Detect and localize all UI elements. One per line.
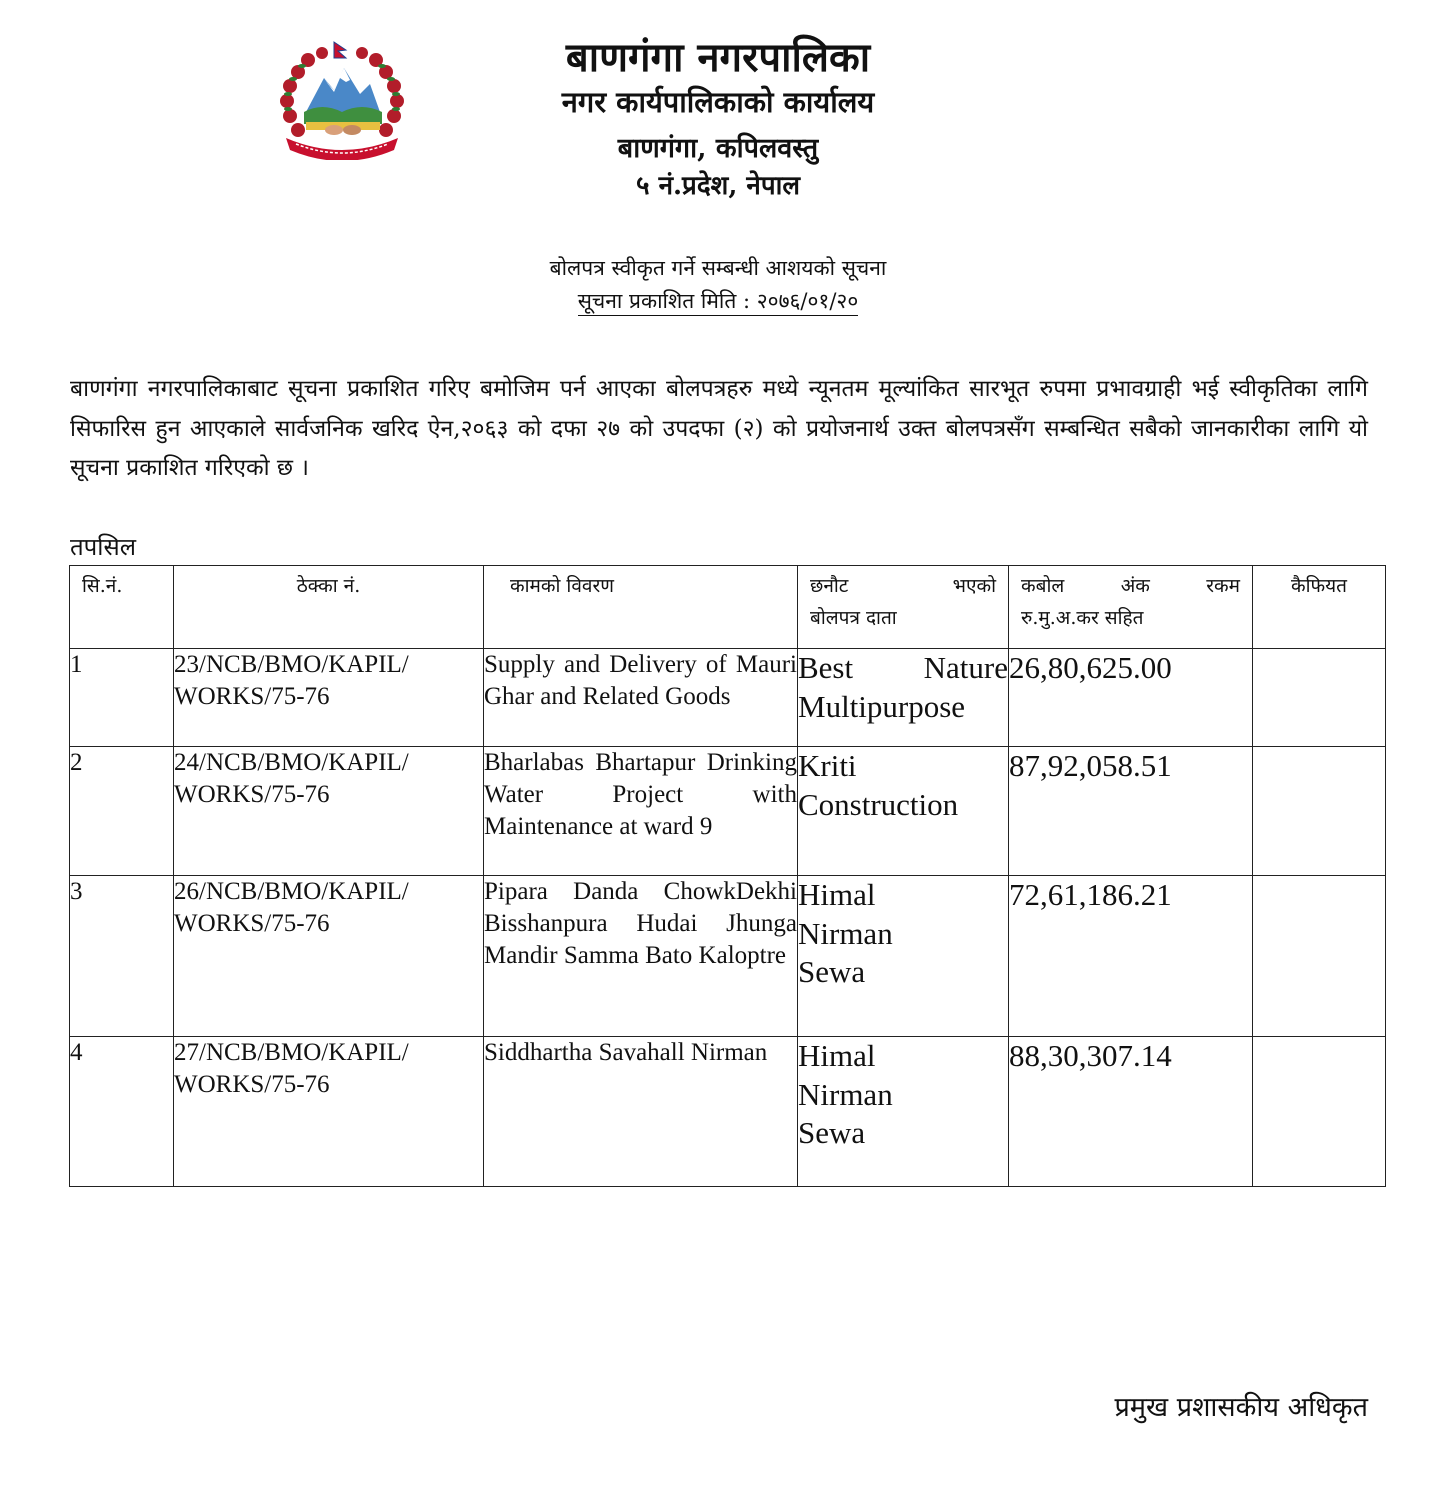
office-name: नगर कार्यपालिकाको कार्यालय [561, 85, 875, 119]
cell-bidder: Kriti Construction [798, 747, 1009, 876]
cell-description: Pipara Danda ChowkDekhi Bisshanpura Hudai Jhunga Mandir Samma Bato Kaloptre [484, 876, 798, 1037]
notice-date-container [418, 287, 1018, 315]
header-bidder-line2: बोलपत्र दाता [810, 607, 897, 629]
header-description: कामको विवरण [484, 566, 798, 649]
cell-contract-no [174, 649, 484, 747]
table-caption: तपसिल [70, 533, 137, 561]
nepal-government-emblem-icon [272, 38, 412, 160]
header-remarks: कैफियत [1253, 566, 1386, 649]
org-title: बाणगंगा नगरपालिका [565, 34, 871, 81]
header-sn: सि.नं. [70, 566, 174, 649]
table-row [70, 1037, 1386, 1187]
cell-bidder [798, 876, 1009, 1037]
header-bidder-line1: छनौट भएको [810, 575, 996, 597]
notice-title: बोलपत्र स्वीकृत गर्ने सम्बन्धी आशयको सूचना [549, 256, 887, 280]
table-header-row [70, 566, 1386, 649]
cell-bidder: Best Nature Multipurpose [798, 649, 1009, 747]
cell-description: Bharlabas Bhartapur Drinking Water Project with Maintenance at ward 9 [484, 747, 798, 876]
header-contract-no: ठेक्का नं. [174, 566, 484, 649]
office-address: बाणगंगा, कपिलवस्तु [617, 133, 819, 164]
contract-no-line1: 26/NCB/BMO/KAPIL/ [174, 878, 409, 905]
cell-sn: 4 [70, 1037, 174, 1187]
notice-body: बाणगंगा नगरपालिकाबाट सूचना प्रकाशित गरिए बमोजिम पर्न आएका बोलपत्रहरु मध्ये न्यूनतम मूल्यांकित सारभूत रुपमा प्रभावग्राही भई स्वीकृतिका लागि सिफारिस हुन आएकाले सार्वजनिक खरिद ऐन,२०६३ को दफा २७ को उपदफा (२) को प्रयोजनार्थ उक्त बोलपत्रसँग सम्बन्धित सबैको जानकारीका लागि यो सूचना प्रकाशित गरिएको छ । [70, 376, 1368, 481]
cell-description: Supply and Delivery of Mauri Ghar and Related Goods [484, 649, 798, 747]
notice-date: सूचना प्रकाशित मिति : २०७६/०१/२० [578, 289, 859, 316]
cell-amount: 26,80,625.00 [1009, 649, 1253, 747]
contract-no-line1: 23/NCB/BMO/KAPIL/ [174, 651, 409, 678]
contract-no-line2: WORKS/75-76 [174, 781, 330, 808]
header-amount [1009, 566, 1253, 649]
cell-remarks [1253, 747, 1386, 876]
bidder-name: Himal Nirman Sewa [798, 877, 893, 989]
header-amount-line2: रु.मु.अ.कर सहित [1021, 607, 1144, 629]
contract-no-line1: 27/NCB/BMO/KAPIL/ [174, 1039, 409, 1066]
cell-contract-no [174, 1037, 484, 1187]
cell-sn: 3 [70, 876, 174, 1037]
cell-remarks [1253, 1037, 1386, 1187]
cell-amount: 87,92,058.51 [1009, 747, 1253, 876]
cell-amount: 72,61,186.21 [1009, 876, 1253, 1037]
tender-table [69, 565, 1386, 1187]
contract-no-line2: WORKS/75-76 [174, 1071, 330, 1098]
cell-bidder [798, 1037, 1009, 1187]
cell-sn: 2 [70, 747, 174, 876]
table-row [70, 649, 1386, 747]
cell-remarks [1253, 649, 1386, 747]
table-row [70, 876, 1386, 1037]
header-bidder [798, 566, 1009, 649]
contract-no-line1: 24/NCB/BMO/KAPIL/ [174, 749, 409, 776]
table-row [70, 747, 1386, 876]
cell-remarks [1253, 876, 1386, 1037]
cell-contract-no [174, 747, 484, 876]
bidder-name: Himal Nirman Sewa [798, 1038, 893, 1150]
cell-description: Siddhartha Savahall Nirman [484, 1037, 798, 1187]
contract-no-line2: WORKS/75-76 [174, 910, 330, 937]
signatory-title: प्रमुख प्रशासकीय अधिकृत [1114, 1392, 1368, 1423]
cell-amount: 88,30,307.14 [1009, 1037, 1253, 1187]
header-amount-line1: कबोल अंक रकम [1021, 575, 1240, 597]
province-line: ५ नं.प्रदेश, नेपाल [636, 171, 800, 201]
cell-contract-no [174, 876, 484, 1037]
contract-no-line2: WORKS/75-76 [174, 683, 330, 710]
cell-sn: 1 [70, 649, 174, 747]
